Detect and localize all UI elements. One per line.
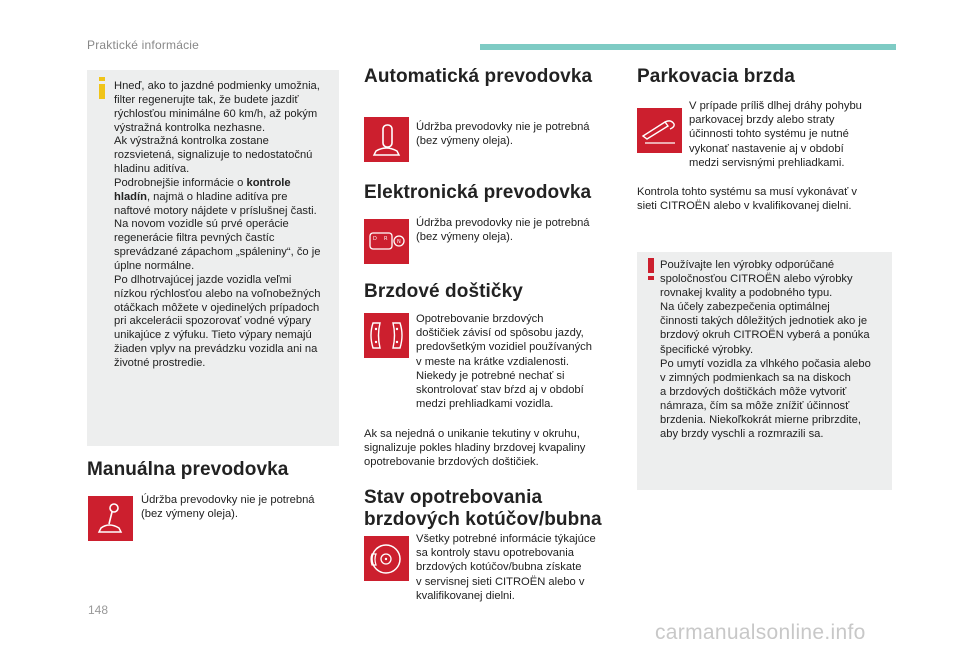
manual-line: Údržba prevodovky nie je potrebná xyxy=(141,494,315,506)
heading-parking: Parkovacia brzda xyxy=(637,66,795,87)
heading-pads: Brzdové doštičky xyxy=(364,281,523,302)
warning-line: brzdový okruh CITROËN vyberá a ponúka xyxy=(660,329,870,342)
manual-text xyxy=(141,493,331,521)
heading-automatic: Automatická prevodovka xyxy=(364,66,593,87)
svg-text:D: D xyxy=(373,236,377,242)
info-line: rozsvietená, signalizuje to nedostatočnú xyxy=(114,149,313,162)
parking-line: vykonať nastavenie aj v období xyxy=(689,142,844,155)
gear-stick-icon xyxy=(88,496,133,541)
discs-line: v servisnej sieti CITROËN alebo v xyxy=(416,575,585,588)
info-line: nízkou rýchlosťou alebo na voľnobežných xyxy=(114,287,321,300)
parking-note-line: sieti CITROËN alebo v kvalifikovanej dielni. xyxy=(637,200,852,213)
pads-note-line: opotrebovanie brzdových doštičiek. xyxy=(364,456,539,469)
electronic-gear-icon xyxy=(364,219,409,264)
info-line: sprevádzané zápachom „spáleniny“, čo je xyxy=(114,246,321,259)
parking-note-line: Kontrola tohto systému sa musí vykonávať v xyxy=(637,186,857,198)
discs-line: Všetky potrebné informácie týkajúce xyxy=(416,533,596,545)
warning-line: Na účely zabezpečenia optimálnej xyxy=(660,301,830,314)
link-hladin: hladín xyxy=(114,190,147,203)
info-icon xyxy=(95,77,109,99)
automatic-text xyxy=(416,120,616,148)
info-line: unikajúce z výfuku. Tieto výpary nemajú xyxy=(114,329,312,342)
pads-line: Opotrebovanie brzdových xyxy=(416,313,544,325)
info-line xyxy=(114,177,336,191)
pads-note xyxy=(364,427,624,470)
info-line: regenerácie filtra pevných častíc xyxy=(114,232,275,245)
pads-line: predovšetkým vozidiel používaných xyxy=(416,341,592,354)
heading-discs-line: brzdových kotúčov/bubna xyxy=(364,509,602,530)
parking-note xyxy=(637,185,897,213)
info-line-text: , najmä o hladine aditíva pre xyxy=(146,190,288,203)
automatic-line: (bez výmeny oleja). xyxy=(416,135,513,148)
pads-line: v meste na krátke vzdialenosti. xyxy=(416,355,569,368)
svg-text:N: N xyxy=(397,239,401,245)
info-line: Po dlhotrvajúcej jazde vozidla veľmi xyxy=(114,273,292,286)
brake-disc-icon xyxy=(364,536,409,581)
parking-text xyxy=(689,99,889,170)
svg-text:R: R xyxy=(384,236,388,242)
electronic-line: (bez výmeny oleja). xyxy=(416,231,513,244)
info-line: pri akcelerácii spozorovať vodné výpary xyxy=(114,315,311,328)
parking-line: V prípade príliš dlhej dráhy pohybu xyxy=(689,100,862,112)
warning-line: námraza, čím sa môže znížiť účinnosť xyxy=(660,399,850,412)
discs-line: brzdových kotúčov/bubna získate xyxy=(416,561,582,574)
warning-icon xyxy=(644,258,658,280)
pads-text xyxy=(416,312,621,411)
heading-discs xyxy=(364,487,602,531)
pads-line: skontrolovať stav bŕzd aj v období xyxy=(416,384,584,397)
discs-line: sa kontroly stavu opotrebovania xyxy=(416,547,574,560)
parking-line: parkovacej brzdy alebo straty xyxy=(689,114,835,127)
info-line: Na novom vozidle sú prvé operácie xyxy=(114,218,289,231)
brake-pads-icon xyxy=(364,313,409,358)
warning-line: rovnakej kvality a podobného typu. xyxy=(660,287,833,300)
warning-line: brzdenia. Niekoľkokrát mierne pribrzdite, xyxy=(660,414,861,427)
info-line: žiaden vplyv na prevádzku vozidla ani na xyxy=(114,343,318,356)
pads-line: medzi prehliadkami vozidla. xyxy=(416,398,554,411)
warning-line: aby brzdy vyschli a rozmrazili sa. xyxy=(660,428,824,441)
info-line-text: Podrobnejšie informácie o xyxy=(114,176,247,189)
info-line: úplne normálne. xyxy=(114,259,195,272)
info-line: Hneď, ako to jazdné podmienky umožnia, xyxy=(114,80,320,92)
info-line: rýchlosťou minimálne 60 km/h, až pokým xyxy=(114,107,318,120)
info-line: hladinu aditíva. xyxy=(114,163,190,176)
warning-line: v zimných podmienkach sa na diskoch xyxy=(660,371,851,384)
warning-line: činnosti takých dôležitých jednotiek ako je xyxy=(660,315,868,328)
warning-line: a brzdových doštičkách môže vytvoriť xyxy=(660,385,847,398)
automatic-line: Údržba prevodovky nie je potrebná xyxy=(416,121,590,133)
page-number: 148 xyxy=(88,603,109,617)
warning-line: Po umytí vozidla za vlhkého počasia alebo xyxy=(660,357,871,370)
pads-line: doštičiek závisí od spôsobu jazdy, xyxy=(416,327,584,340)
pads-note-line: Ak sa nejedná o unikanie tekutiny v okruhu, xyxy=(364,428,580,440)
link-kontrole: kontrole xyxy=(246,176,291,189)
section-header-bar xyxy=(480,44,896,50)
warning-line: špecifické výrobky. xyxy=(660,343,754,356)
section-header-label: Praktické informácie xyxy=(87,38,200,52)
warning-line: spoločnosťou CITROËN alebo výrobky xyxy=(660,273,853,286)
warning-text xyxy=(660,258,888,441)
electronic-text xyxy=(416,216,616,244)
parking-line: účinnosti tohto systému je nutné xyxy=(689,128,849,141)
manual-line: (bez výmeny oleja). xyxy=(141,508,238,521)
parking-line: medzi servisnými prehliadkami. xyxy=(689,156,845,169)
heading-manual: Manuálna prevodovka xyxy=(87,459,289,480)
pads-line: Niekedy je potrebné nechať si xyxy=(416,369,565,382)
discs-text xyxy=(416,532,621,603)
info-line: filter regenerujte tak, že budete jazdiť xyxy=(114,93,299,106)
parking-brake-icon xyxy=(637,108,682,153)
info-line: Ak výstražná kontrolka zostane xyxy=(114,135,269,148)
electronic-line: Údržba prevodovky nie je potrebná xyxy=(416,217,590,229)
pads-note-line: signalizuje pokles hladiny brzdovej kvapaliny xyxy=(364,442,586,455)
info-text xyxy=(114,80,336,371)
info-line xyxy=(114,191,336,205)
discs-line: kvalifikovanej dielni. xyxy=(416,589,515,602)
info-line: výstražná kontrolka nezhasne. xyxy=(114,121,266,134)
heading-discs-line: Stav opotrebovania xyxy=(364,487,543,508)
automatic-gear-icon xyxy=(364,117,409,162)
warning-line: Používajte len výrobky odporúčané xyxy=(660,259,835,271)
watermark: carmanualsonline.info xyxy=(655,621,866,644)
info-line: naftové motory nájdete v príslušnej časti. xyxy=(114,204,317,217)
info-line: životné prostredie. xyxy=(114,356,206,369)
heading-electronic: Elektronická prevodovka xyxy=(364,182,592,203)
info-line: otáčkach môžete v ojedinelých prípadoch xyxy=(114,301,320,314)
